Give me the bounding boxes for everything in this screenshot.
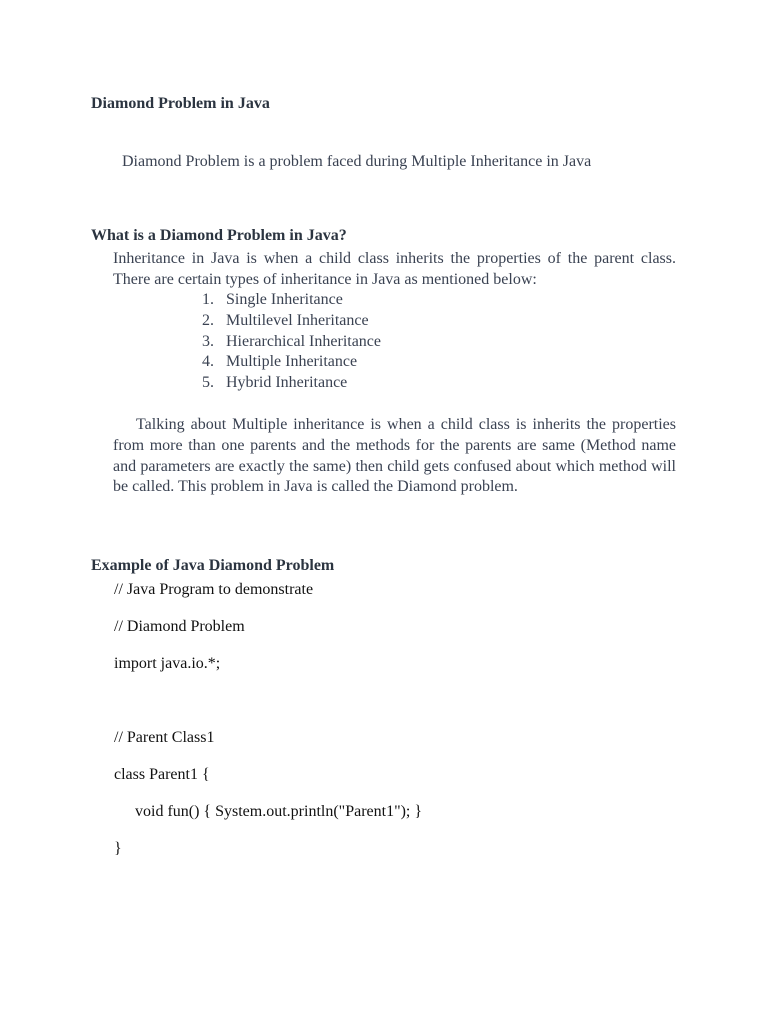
list-item: 3. Hierarchical Inheritance (202, 332, 382, 350)
code-line: void fun() { System.out.println("Parent1"); } (135, 803, 423, 820)
code-line: } (114, 840, 122, 857)
code-line: // Diamond Problem (114, 618, 245, 635)
code-line: // Java Program to demonstrate (114, 581, 314, 598)
code-line: // Parent Class1 (114, 729, 215, 746)
list-item: 2. Multilevel Inheritance (202, 311, 369, 329)
document-title: Diamond Problem in Java (91, 95, 270, 112)
code-line: import java.io.*; (114, 655, 221, 672)
document-subtitle: Diamond Problem is a problem faced during Multiple Inheritance in Java (122, 153, 592, 170)
multiple-inheritance-paragraph: Talking about Multiple inheritance is when a child class is inherits the properties from more than one parents and the methods for the parents are same (Method name and parameters are exactly the same) then child gets confused about which method will be called. This problem in Java is called the Diamond problem. (113, 416, 676, 496)
list-item: 4. Multiple Inheritance (202, 353, 358, 371)
code-line: class Parent1 { (114, 766, 210, 783)
intro-paragraph: Inheritance in Java is when a child class inherits the properties of the parent class. There are certain types of inheritance in Java as mentioned below: (113, 250, 676, 288)
list-item: 5. Hybrid Inheritance (202, 374, 348, 392)
list-item: 1. Single Inheritance (202, 291, 343, 308)
section-heading-what-is: What is a Diamond Problem in Java? (91, 227, 347, 244)
section-heading-example: Example of Java Diamond Problem (91, 557, 335, 574)
inheritance-types-list (202, 290, 381, 394)
